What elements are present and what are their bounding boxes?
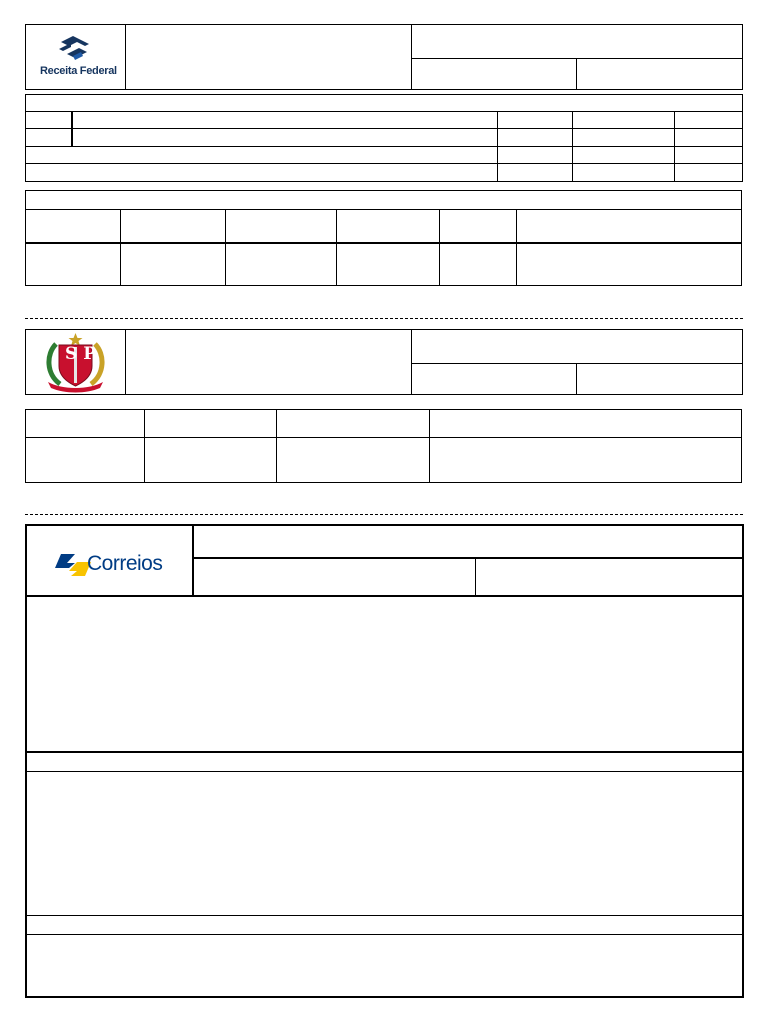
- correios-form: [0, 520, 768, 1000]
- receita-row-line: [25, 111, 743, 112]
- sp-seal-letters: SP: [65, 344, 103, 364]
- sp-values-col-line: [429, 409, 430, 483]
- receita-logo-box: [25, 24, 126, 90]
- receita-header-top-cell: [411, 24, 743, 59]
- receita-header-cell-left: [411, 58, 577, 90]
- sp-values-header-line: [25, 437, 742, 438]
- correios-header-divider: [475, 557, 476, 596]
- correios-section-line: [25, 915, 744, 916]
- receita-values-col-line: [336, 209, 337, 286]
- sp-values-table: [25, 409, 742, 483]
- receita-row-line: [25, 146, 743, 147]
- cut-line: [25, 514, 743, 515]
- receita-values-col-line: [225, 209, 226, 286]
- receita-identification-table: [25, 94, 743, 182]
- correios-header-line: [192, 557, 744, 559]
- cut-line: [25, 318, 743, 319]
- sp-logo-box: [25, 329, 126, 395]
- receita-col-line: [497, 111, 498, 182]
- correios-wordmark: Correios: [87, 552, 163, 575]
- sao-paulo-form: [0, 320, 768, 500]
- receita-federal-form: [0, 0, 768, 300]
- correios-logo-divider: [192, 524, 194, 596]
- sp-header-cell-left: [411, 363, 577, 395]
- sp-values-col-line: [276, 409, 277, 483]
- correios-sender-area: [27, 772, 742, 914]
- sp-header-cell-right: [576, 363, 743, 395]
- receita-row-line: [25, 128, 743, 129]
- sp-title-box: [125, 329, 412, 395]
- receita-header-cell-right: [576, 58, 743, 90]
- sp-values-col-line: [144, 409, 145, 483]
- receita-values-table: [25, 190, 742, 286]
- receita-federal-wordmark: Receita Federal: [40, 65, 117, 77]
- receita-values-header-line: [25, 209, 742, 210]
- receita-federal-logo: [26, 25, 125, 89]
- correios-recipient-area: [27, 597, 742, 751]
- correios-section-line: [25, 751, 744, 753]
- sp-header-top-cell: [411, 329, 743, 364]
- receita-values-col-line: [516, 209, 517, 286]
- correios-notes-area: [27, 935, 742, 995]
- receita-values-col-line: [120, 209, 121, 286]
- receita-row-line: [25, 163, 743, 164]
- receita-col-line: [674, 111, 675, 182]
- receita-values-header-line: [25, 242, 742, 244]
- receita-col-line: [71, 111, 73, 146]
- receita-title-box: [125, 24, 412, 90]
- receita-values-col-line: [439, 209, 440, 286]
- correios-logo-box: [27, 526, 193, 595]
- receita-col-line: [572, 111, 573, 182]
